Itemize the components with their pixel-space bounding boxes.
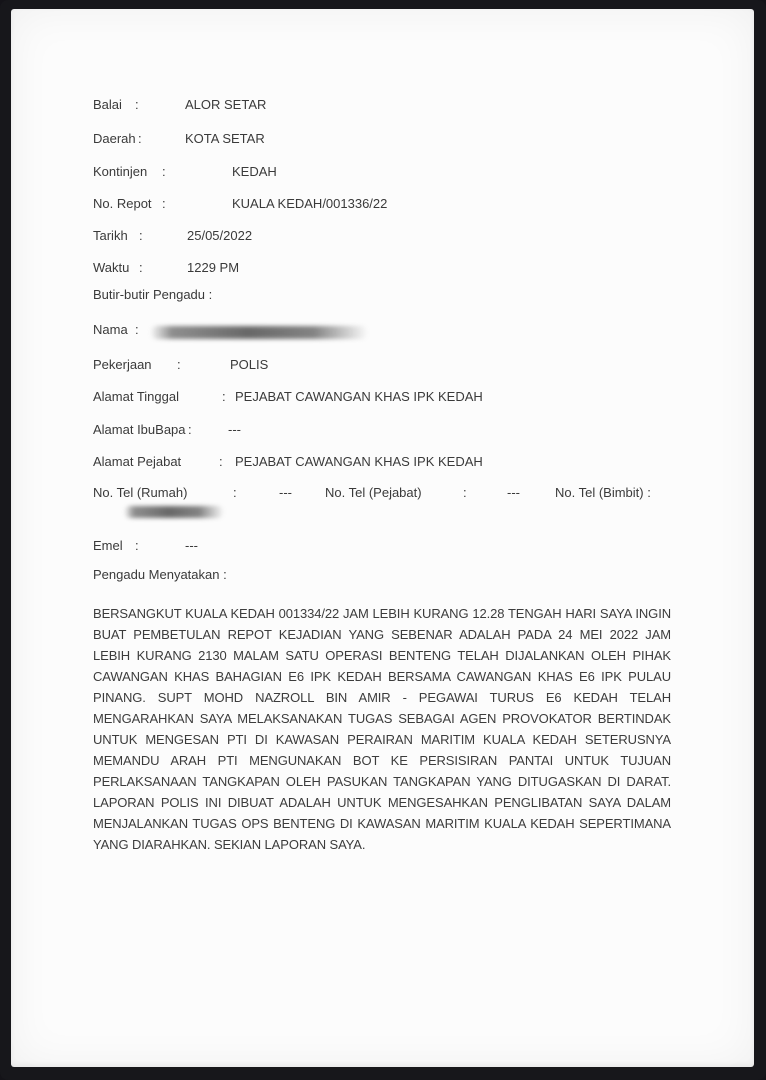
field-label-alamat-tinggal: Alamat Tinggal — [93, 389, 179, 404]
field-label-kontinjen: Kontinjen — [93, 164, 148, 179]
field-label-waktu: Waktu — [93, 260, 130, 275]
field-label-alamat-ibubapa: Alamat IbuBapa — [93, 422, 186, 437]
colon: : — [135, 322, 139, 337]
colon: : — [139, 260, 143, 275]
colon: : — [463, 485, 467, 500]
field-label-no-repot: No. Repot — [93, 196, 152, 211]
colon: : — [139, 228, 143, 243]
colon: : — [177, 357, 181, 372]
field-label-balai: Balai — [93, 97, 122, 112]
redacted-mobile-number-blur — [124, 506, 224, 518]
field-value-tarikh: 25/05/2022 — [187, 228, 253, 243]
colon: : — [162, 196, 166, 211]
field-label-tel-rumah: No. Tel (Rumah) — [93, 485, 188, 500]
field-label-tel-bimbit: No. Tel (Bimbit) : — [555, 485, 651, 500]
colon: : — [188, 422, 192, 437]
redacted-name-blur — [150, 326, 368, 339]
colon: : — [162, 164, 166, 179]
field-label-daerah: Daerah — [93, 131, 136, 146]
field-value-alamat-ibubapa: --- — [228, 422, 241, 437]
field-label-pekerjaan: Pekerjaan — [93, 357, 152, 372]
field-label-tarikh: Tarikh — [93, 228, 128, 243]
statement-paragraph: BERSANGKUT KUALA KEDAH 001334/22 JAM LEBIH KURANG 12.28 TENGAH HARI SAYA INGIN BUAT PEMBETULAN REPOT KEJADIAN YANG SEBENAR ADALAH PADA 24 MEI 2022 JAM LEBIH KURANG 2130 MALAM SATU OPERASI BENTENG TELAH DIJALANKAN OLEH PIHAK CAWANGAN KHAS BAHAGIAN E6 IPK KEDAH BERSAMA CAWANGAN KHAS E6 IPK PULAU PINANG. SUPT MOHD NAZROLL BIN AMIR - PEGAWAI TURUS E6 KEDAH TELAH MENGARAHKAN SAYA MELAKSANAKAN TUGAS SEBAGAI AGEN PROVOKATOR BERTINDAK UNTUK MENGESAN PTI DI KAWASAN PERAIRAN MARITIM KUALA KEDAH SETERUSNYA MEMANDU ARAH PTI MENGUNAKAN BOT KE PERSISIRAN PANTAI UNTUK TUJUAN PERLAKSANAAN TANGKAPAN OLEH PASUKAN TANGKAPAN YANG DITUGASKAN DI DARAT. LAPORAN POLIS INI DIBUAT ADALAH UNTUK MENGESAHKAN PENGLIBATAN SAYA DALAM MENJALANKAN TUGAS OPS BENTENG DI KAWASAN MARITIM KUALA KEDAH SEPERTIMANA YANG DIARAHKAN. SEKIAN LAPORAN SAYA. — [93, 606, 671, 852]
field-value-alamat-pejabat: PEJABAT CAWANGAN KHAS IPK KEDAH — [235, 454, 483, 469]
field-label-emel: Emel — [93, 538, 123, 553]
colon: : — [135, 538, 139, 553]
field-value-no-repot: KUALA KEDAH/001336/22 — [232, 196, 388, 211]
field-value-pekerjaan: POLIS — [230, 357, 269, 372]
colon: : — [222, 389, 226, 404]
colon: : — [233, 485, 237, 500]
field-value-kontinjen: KEDAH — [232, 164, 277, 179]
field-label-nama: Nama — [93, 322, 128, 337]
field-value-emel: --- — [185, 538, 198, 553]
colon: : — [135, 97, 139, 112]
field-label-tel-pejabat: No. Tel (Pejabat) — [325, 485, 422, 500]
field-label-alamat-pejabat: Alamat Pejabat — [93, 454, 182, 469]
colon: : — [219, 454, 223, 469]
field-value-waktu: 1229 PM — [187, 260, 240, 275]
field-value-alamat-tinggal: PEJABAT CAWANGAN KHAS IPK KEDAH — [235, 389, 483, 404]
report-document-page: Balai : ALOR SETAR Daerah : KOTA SETAR Kontinjen : KEDAH No. Repot : KUALA KEDAH/001336/22 Tarikh : 25/05/2022 Waktu : 1229 PM Butir-butir Pengadu : Nama : Pekerjaan : POLIS Alamat Tinggal : PEJABAT CAWANGAN KHAS IPK KEDAH Alamat IbuBapa : --- Alamat Pejabat : PEJABAT CAWANGAN KHAS IPK KEDAH No. Tel (Rumah) : --- No. Tel (Pejabat) : --- No. Tel (Bimbit) : Emel : --- Pengadu Menyatakan : BERSANGKUT KUALA KEDAH 001334/22 JAM LEBIH KURANG 12.28 TENGAH HARI SAYA INGIN BUAT PEMBETULAN REPOT KEJADIAN YANG SEBENAR ADALAH PADA 24 MEI 2022 JAM LEBIH KURANG 2130 MALAM SATU OPERASI BENTENG TELAH DIJALANKAN OLEH PIHAK CAWANGAN KHAS BAHAGIAN E6 IPK KEDAH BERSAMA CAWANGAN KHAS E6 IPK PULAU PINANG. SUPT MOHD NAZROLL BIN AMIR - PEGAWAI TURUS E6 KEDAH TELAH MENGARAHKAN SAYA MELAKSANAKAN TUGAS SEBAGAI AGEN PROVOKATOR BERTINDAK UNTUK MENGESAN PTI DI KAWASAN PERAIRAN MARITIM KUALA KEDAH SETERUSNYA MEMANDU ARAH PTI MENGUNAKAN BOT KE PERSISIRAN PANTAI UNTUK TUJUAN PERLAKSANAAN TANGKAPAN OLEH PASUKAN TANGKAPAN YANG DITUGASKAN DI DARAT. LAPORAN POLIS INI DIBUAT ADALAH UNTUK MENGESAHKAN PENGLIBATAN SAYA DALAM MENJALANKAN TUGAS OPS BENTENG DI KAWASAN MARITIM KUALA KEDAH SEPERTIMANA YANG DIARAHKAN. SEKIAN LAPORAN SAYA. — [11, 9, 754, 1067]
field-value-tel-pejabat: --- — [507, 485, 520, 500]
colon: : — [138, 131, 142, 146]
field-value-daerah: KOTA SETAR — [185, 131, 265, 146]
field-value-balai: ALOR SETAR — [185, 97, 267, 112]
field-value-tel-rumah: --- — [279, 485, 292, 500]
